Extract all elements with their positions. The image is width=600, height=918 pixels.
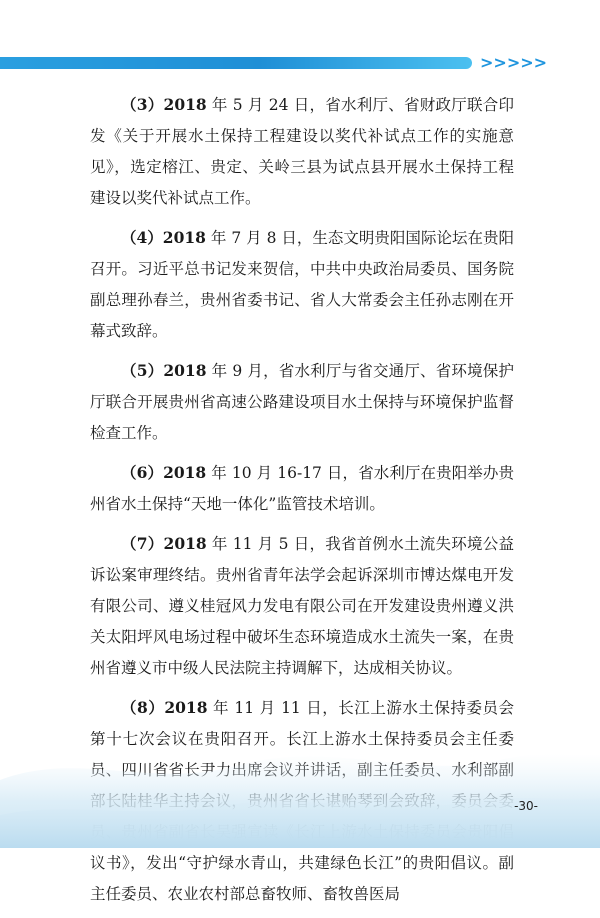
paragraph-text: 年 7 月 8 日，生态文明贵阳国际论坛在贵阳召开。习近平总书记发来贺信，中共中央政治局委员、国务院副总理孙春兰，贵州省委书记、省人大常委会主任孙志刚在开幕式致辞。 [90,229,514,340]
paragraph-6 [90,457,514,520]
paragraph-text: 年 5 月 24 日，省水利厅、省财政厅联合印发《关于开展水土保持工程建设以奖代补试点工作的实施意见》，选定榕江、贵定、关岭三县为试点县开展水土保持工程建设以奖代补试点工作。 [90,96,514,207]
paragraph-3 [90,89,514,214]
paragraph-4 [90,222,514,347]
paragraph-text: 年 9 月，省水利厅与省交通厅、省环境保护厅联合开展贵州省高速公路建设项目水土保持与环境保护监督检查工作。 [90,362,514,442]
paragraph-5 [90,355,514,449]
paragraph-lead: （5）2018 [121,361,207,380]
paragraph-lead: （8）2018 [121,698,208,717]
header-band [0,57,472,69]
header-arrows-icon: >>>>> [480,53,548,72]
paragraph-text: 年 11 月 11 日，长江上游水土保持委员会第十七次会议在贵阳召开。长江上游水土保持委员会主任委员、四川省省长尹力出席会议 议书》，发出“守护绿水青山，共建绿色长江”的贵阳倡议。副主任委员、农业农村部总畜牧师、畜牧兽医局 [90,699,514,903]
page-number: -30- [514,799,538,813]
wave-background [0,720,600,848]
paragraph-lead: （4）2018 [121,228,206,247]
paragraph-lead: （7）2018 [121,534,207,553]
paragraph-7 [90,528,514,684]
paragraph-text: 年 10 月 16-17 日，省水利厅在贵阳举办贵州省水土保持“天地一体化”监管技术培训。 [90,464,514,513]
paragraph-text: 年 11 月 5 日，我省首例水土流失环境公益诉讼案审理终结。贵州省青年法学会起诉深圳市博达煤电开发有限公司、遵义桂冠风力发电有限公司在开发建设贵州遵义洪关太阳坪风电场过程中破坏生态环境造成水土流失一案，在贵州省遵义市中级人民法院主持调解下，达成相关协议。 [90,535,514,677]
paragraph-lead: （6）2018 [121,463,207,482]
paragraph-lead: （3）2018 [121,95,207,114]
